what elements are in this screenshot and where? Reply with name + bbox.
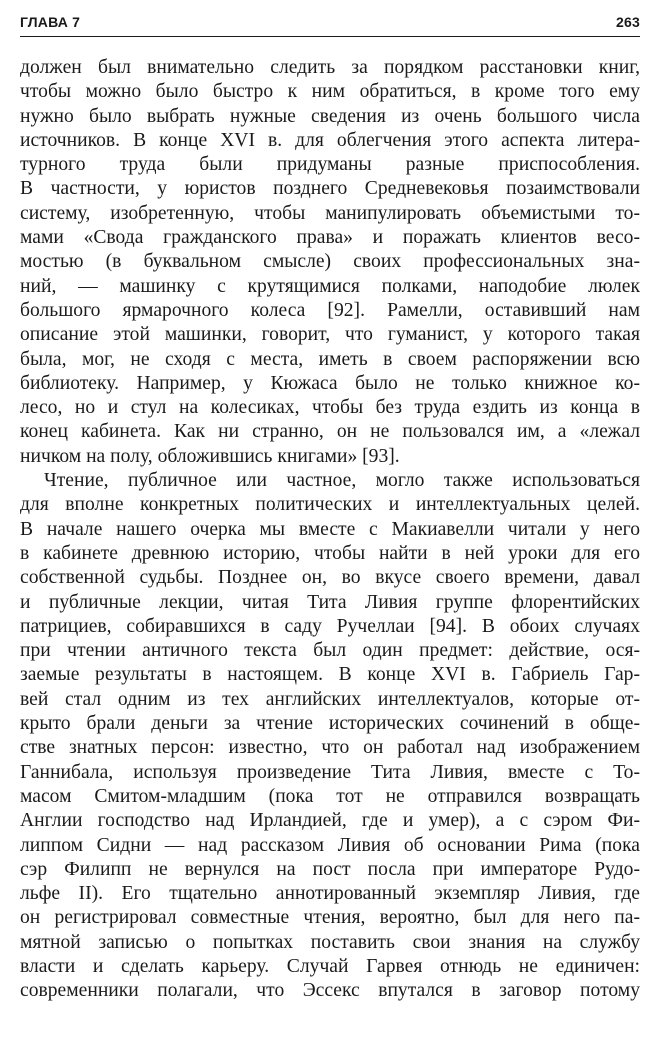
- paragraph-2: [20, 469, 640, 1004]
- text-line: ничком на полу, обложившись книгами» [93].: [20, 445, 400, 467]
- text-line: должен был внимательно следить за порядком расстановки книг,: [20, 57, 640, 78]
- text-line: стве знатных персон: известно, что он работал над изображением: [20, 737, 640, 759]
- text-line: современники полагали, что Эссекс впутался в заговор потому: [20, 980, 640, 1002]
- page-number: 263: [616, 14, 640, 30]
- text-line: масом Смитом-младшим (пока тот не отправился возвращать: [20, 785, 640, 807]
- text-line: источников. В конце XVI в. для облегчения этого аспекта литера-: [20, 129, 640, 151]
- text-line: конец кабинета. Как ни странно, он не пользовался им, а «лежал: [20, 421, 640, 443]
- text-line: турного труда были придуманы разные приспособления.: [20, 154, 640, 176]
- running-head: [20, 14, 640, 37]
- text-line: ний, — машинку с крутящимися полками, наподобие люлек: [20, 275, 640, 297]
- text-line: систему, изобретенную, чтобы манипулировать объемистыми то-: [20, 202, 640, 224]
- text-line: при чтении античного текста был один предмет: действие, ося-: [20, 640, 640, 662]
- text-line: нужно было выбрать нужные сведения из очень большого числа: [20, 105, 640, 127]
- text-line: Чтение, публичное или частное, могло также использоваться: [44, 470, 640, 492]
- text-line: в кабинете древнюю историю, чтобы найти в ней уроки для его: [20, 542, 640, 564]
- text-line: Англии господство над Ирландией, где и умер), а с сэром Фи-: [20, 810, 640, 832]
- text-line: власти и сделать карьеру. Случай Гарвея отнюдь не единичен:: [20, 955, 640, 977]
- text-line: крыто брали деньги за чтение исторических сочинений в обще-: [20, 713, 640, 735]
- text-line: сэр Филипп не вернулся на пост посла при императоре Рудо-: [20, 858, 640, 880]
- text-line: он регистрировал совместные чтения, вероятно, был для него па-: [20, 907, 640, 929]
- text-line: была, мог, не сходя с места, иметь в своем распоряжении всю: [20, 348, 640, 370]
- text-line: липпом Сидни — над рассказом Ливия об основании Рима (пока: [20, 834, 640, 856]
- body-text: [20, 56, 640, 1004]
- text-line: лесо, но и стул на колесиках, чтобы без труда ездить из конца в: [20, 397, 640, 419]
- text-line: заемые результаты в настоящем. В конце XVI в. Габриель Гар-: [20, 664, 640, 686]
- text-line: большого ярмарочного колеса [92]. Рамелли, оставивший нам: [20, 299, 640, 321]
- text-line: патрициев, собиравшихся в саду Ручеллаи [94]. В обоих случаях: [20, 615, 640, 637]
- text-line: чтобы можно было быстро к ним обратиться, в кроме того ему: [20, 81, 640, 103]
- text-line: льфе II). Его тщательно аннотированный экземпляр Ливия, где: [20, 883, 640, 905]
- text-line: мостью (в буквальном смысле) своих профессиональных зна-: [20, 251, 640, 273]
- chapter-title: ГЛАВА 7: [20, 14, 81, 30]
- paragraph-1: [20, 56, 640, 469]
- text-line: Ганнибала, используя произведение Тита Ливия, вместе с То-: [20, 761, 640, 783]
- text-line: собственной судьбы. Позднее он, во вкусе своего времени, давал: [20, 567, 640, 589]
- text-line: мами «Свода гражданского права» и поражать клиентов весо-: [20, 227, 640, 249]
- text-line: описание этой машинки, говорит, что гуманист, у которого такая: [20, 324, 640, 346]
- text-line: для вполне конкретных политических и интеллектуальных целей.: [20, 494, 640, 516]
- text-line: мятной записью о попытках поставить свои знания на службу: [20, 931, 640, 953]
- text-line: В частности, у юристов позднего Средневековья позаимствовали: [20, 178, 640, 200]
- text-line: В начале нашего очерка мы вместе с Макиавелли читали у него: [20, 518, 640, 540]
- text-line: библиотеку. Например, у Кюжаса было не только книжное ко-: [20, 372, 640, 394]
- text-line: вей стал одним из тех английских интеллектуалов, которые от-: [20, 688, 640, 710]
- text-line: и публичные лекции, читая Тита Ливия группе флорентийских: [20, 591, 640, 613]
